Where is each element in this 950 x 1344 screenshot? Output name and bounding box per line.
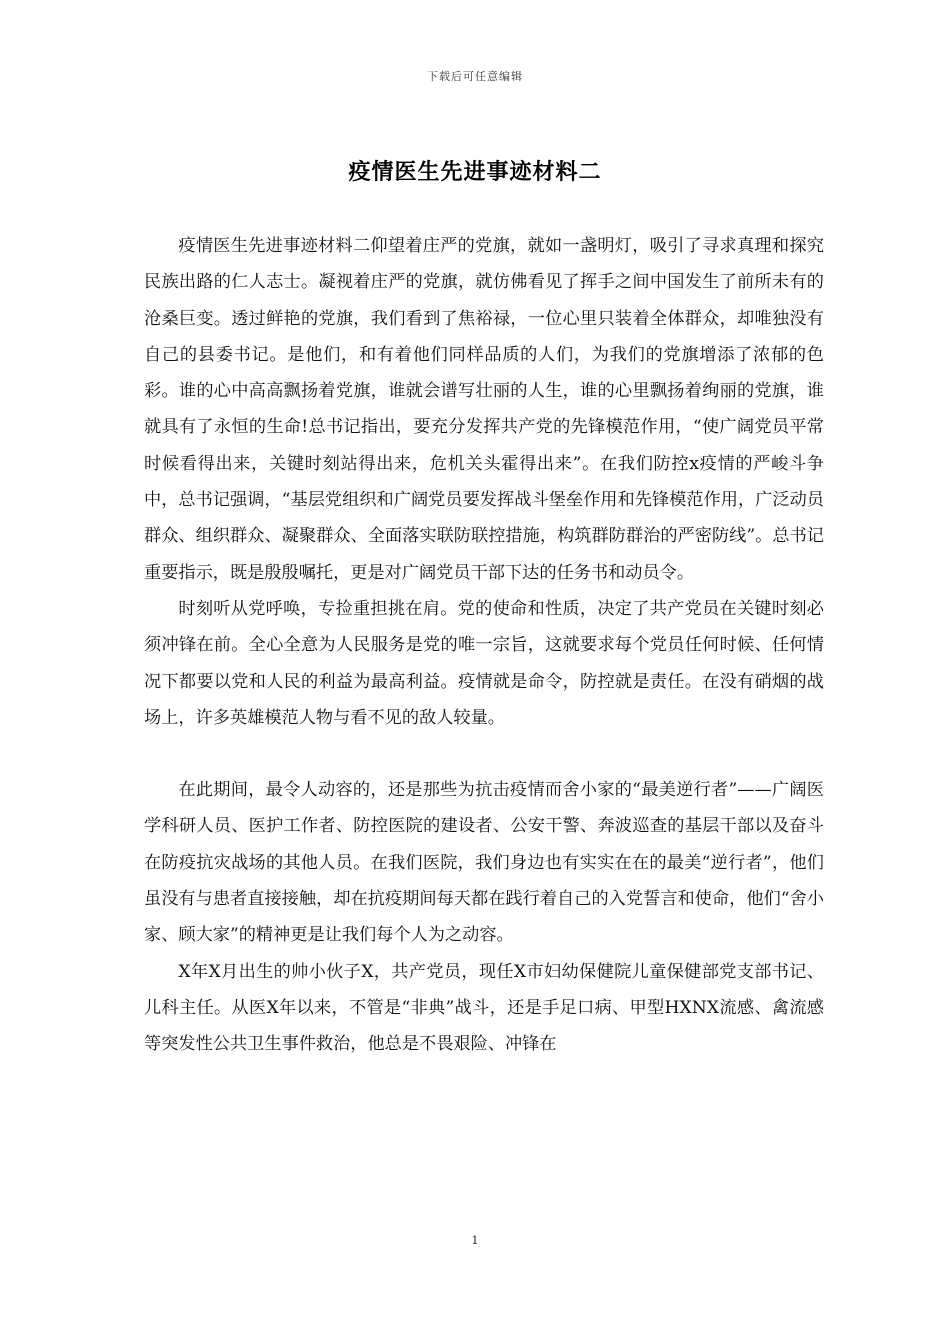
paragraph-3: 在此期间，最令人动容的，还是那些为抗击疫情而舍小家的“最美逆行者”——广阔医学科研人员、医护工作者、防控医院的建设者、公安干警、奔波巡查的基层干部以及奋斗在防疫抗灾战场的其他人员。在我们医院，我们身边也有实实在在的最美“逆行者”，他们虽没有与患者直接接触，却在抗疫期间每天都在践行着自己的入党誓言和使命，他们“舍小家、顾大家”的精神更是让我们每个人为之动容。 (144, 780, 824, 946)
document-body (144, 228, 824, 1063)
paragraph-2: 时刻听从党呼唤，专捡重担挑在肩。党的使命和性质，决定了共产党员在关键时刻必须冲锋在前。全心全意为人民服务是党的唯一宗旨，这就要求每个党员任何时候、任何情况下都要以党和人民的利益为最高利益。疫情就是命令，防控就是责任。在没有硝烟的战场上，许多英雄模范人物与看不见的敌人较量。 (144, 598, 824, 728)
document-title: 疫情医生先进事迹材料二 (348, 159, 602, 185)
page-number: 1 (471, 1234, 479, 1247)
paragraph-4: X年X月出生的帅小伙子X，共产党员，现任X市妇幼保健院儿童保健部党支部书记、儿科主任。从医X年以来，不管是“非典”战斗，还是手足口病、甲型HXNX流感、禽流感等突发性公共卫生事件救治，他总是不畏艰险、冲锋在 (144, 961, 824, 1055)
header-note: 下载后可任意编辑 (427, 70, 523, 83)
paragraph-1: 疫情医生先进事迹材料二仰望着庄严的党旗，就如一盏明灯，吸引了寻求真理和探究民族出路的仁人志士。凝视着庄严的党旗，就仿佛看见了挥手之间中国发生了前所未有的沧桑巨变。透过鲜艳的党旗，我们看到了焦裕禄，一位心里只装着全体群众，却唯独没有自己的县委书记。是他们，和有着他们同样品质的人们，为我们的党旗增添了浓郁的色彩。谁的心中高高飘扬着党旗，谁就会谱写壮丽的人生，谁的心里飘扬着绚丽的党旗，谁就具有了永恒的生命!总书记指出，要充分发挥共产党的先锋模范作用，“使广阔党员平常时候看得出来，关键时刻站得出来，危机关头霍得出来”。在我们防控x疫情的严峻斗争中，总书记强调，“基层党组织和广阔党员要发挥战斗堡垒作用和先锋模范作用，广泛动员群众、组织群众、凝聚群众、全面落实联防联控措施，构筑群防群治的严密防线”。总书记重要指示，既是殷殷嘱托，更是对广阔党员干部下达的任务书和动员令。 (144, 236, 824, 583)
